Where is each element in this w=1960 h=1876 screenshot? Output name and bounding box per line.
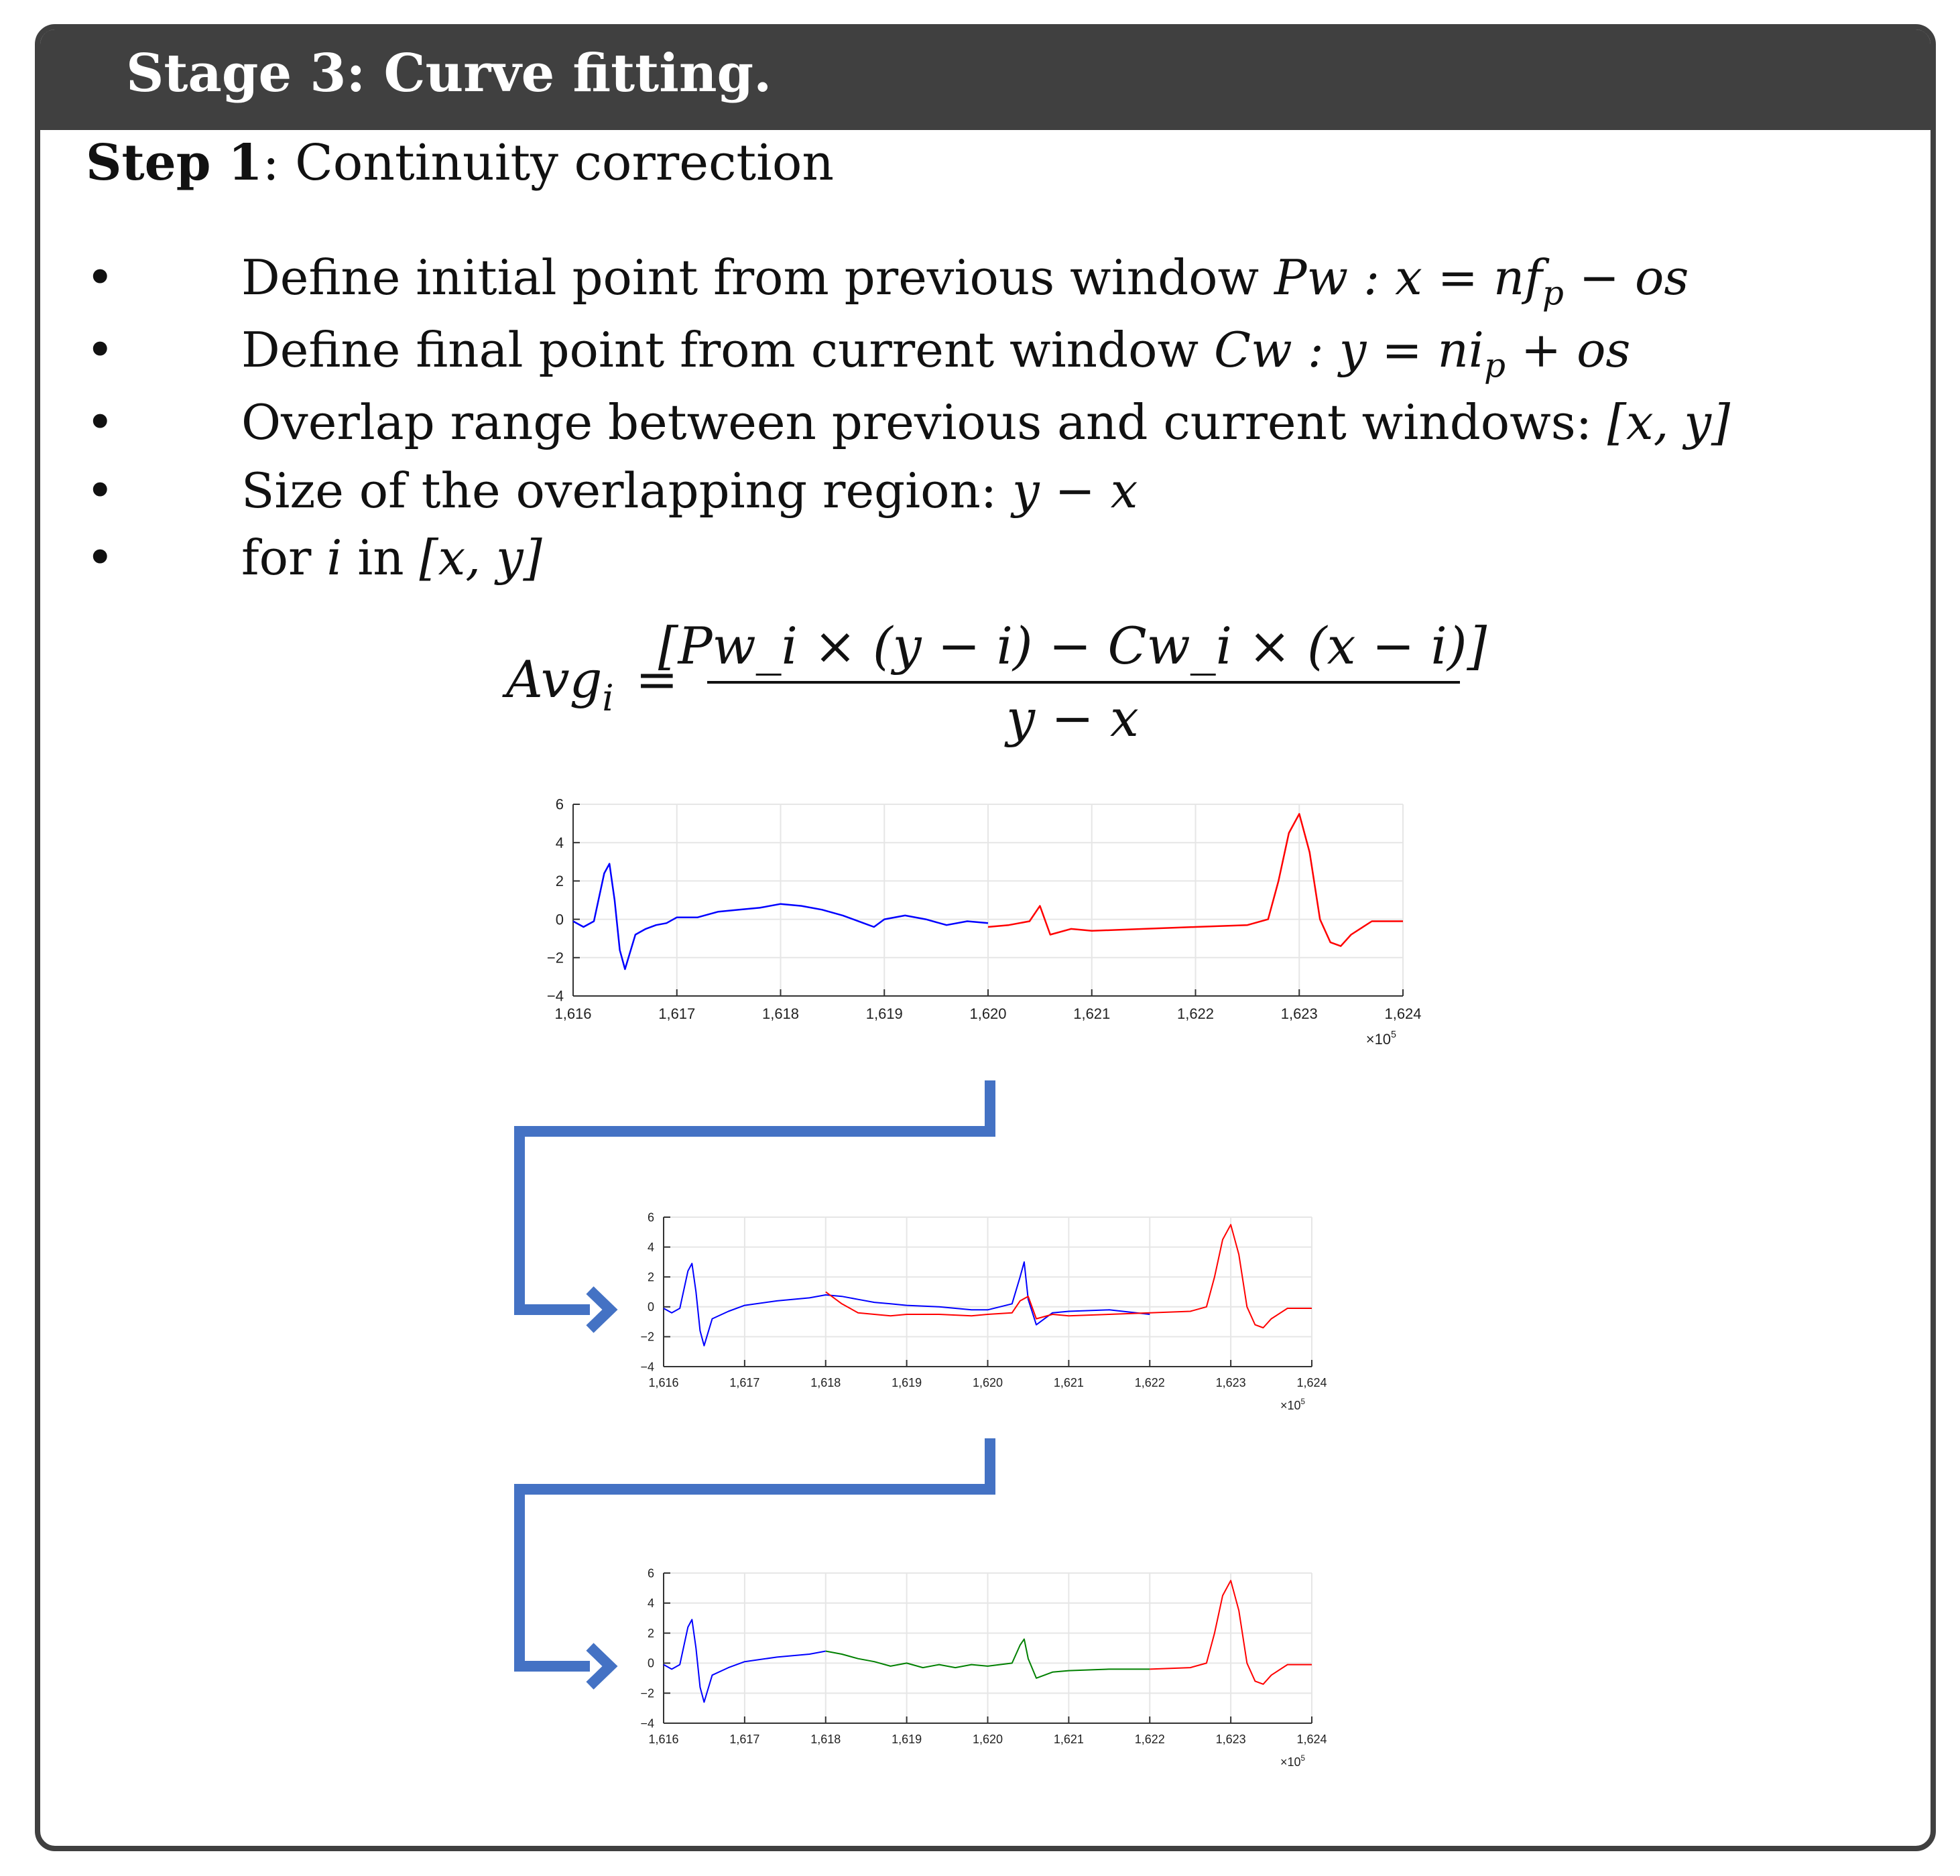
y-tick-label: 0: [647, 1300, 654, 1314]
x-tick-label: 1,618: [810, 1733, 841, 1746]
chart-overlap: [640, 1210, 1327, 1412]
x-multiplier-label: $\times 10^5$: [1365, 1029, 1396, 1048]
bullet-text: Size of the overlapping region: y − x: [241, 462, 1138, 519]
bullet-text: Overlap range between previous and current windows: [x, y]: [241, 394, 1731, 450]
y-tick-label: 4: [555, 834, 564, 851]
x-tick-label: 1,618: [761, 1005, 800, 1022]
x-tick-label: 1,623: [1280, 1005, 1318, 1022]
y-tick-label: 2: [647, 1270, 654, 1284]
x-tick-label: 1,617: [658, 1005, 696, 1022]
x-tick-label: 1,621: [1053, 1376, 1084, 1389]
y-tick-label: −2: [640, 1330, 654, 1344]
y-tick-label: 4: [647, 1240, 654, 1254]
bullet-dot: •: [86, 394, 115, 450]
x-tick-label: 1,617: [729, 1376, 760, 1389]
x-tick-label: 1,620: [972, 1733, 1003, 1746]
y-tick-label: 2: [647, 1626, 654, 1640]
step-description: : Continuity correction: [262, 134, 835, 192]
bullet-dot: •: [86, 462, 115, 519]
x-tick-label: 1,621: [1053, 1733, 1084, 1746]
bullet-text: Define final point from current window Cw : $y = ni_p$ + os: [241, 322, 1631, 385]
x-tick-label: 1,622: [1134, 1376, 1165, 1389]
x-multiplier-label: $\times 10^5$: [1280, 1753, 1305, 1769]
x-tick-label: 1,623: [1215, 1376, 1246, 1389]
x-tick-label: 1,616: [554, 1005, 592, 1022]
chart-corrected: [640, 1566, 1327, 1769]
bullet-text: for i in [x, y]: [241, 529, 542, 586]
x-tick-label: 1,624: [1296, 1376, 1327, 1389]
y-tick-label: 0: [555, 911, 564, 928]
x-tick-label: 1,620: [969, 1005, 1007, 1022]
formula-equals: =: [635, 649, 678, 709]
y-tick-label: −4: [640, 1360, 654, 1374]
bullet-dot: •: [86, 529, 115, 586]
y-tick-label: 6: [647, 1566, 654, 1580]
y-tick-label: 6: [647, 1210, 654, 1225]
y-tick-label: 6: [555, 796, 564, 813]
y-tick-label: 0: [647, 1656, 654, 1670]
y-tick-label: −2: [640, 1686, 654, 1700]
x-tick-label: 1,622: [1134, 1733, 1165, 1746]
panel-title: Stage 3: Curve fitting.: [126, 43, 772, 104]
x-tick-label: 1,619: [892, 1733, 922, 1746]
y-tick-label: −4: [546, 987, 564, 1005]
x-tick-label: 1,616: [648, 1733, 679, 1746]
bullet-text: Define initial point from previous window Pw : $x = nf_p$ − os: [241, 249, 1689, 313]
x-tick-label: 1,618: [810, 1376, 841, 1389]
y-tick-label: −2: [546, 949, 564, 966]
x-tick-label: 1,619: [865, 1005, 903, 1022]
formula-denominator: y − x: [1006, 688, 1139, 748]
x-tick-label: 1,616: [648, 1376, 679, 1389]
formula-numerator: [Pw_i × (y − i) − Cw_i × (x − i)]: [658, 616, 1487, 676]
x-tick-label: 1,621: [1073, 1005, 1111, 1022]
bullet-dot: •: [86, 322, 115, 378]
formula-lhs: Avg$_i$: [506, 649, 614, 719]
y-tick-label: −4: [640, 1716, 654, 1731]
x-multiplier-label: $\times 10^5$: [1280, 1397, 1305, 1412]
bullet-dot: •: [86, 249, 115, 306]
step-label: Step 1: [86, 134, 263, 192]
y-tick-label: 2: [555, 873, 564, 890]
x-tick-label: 1,617: [729, 1733, 760, 1746]
x-tick-label: 1,624: [1384, 1005, 1422, 1022]
x-tick-label: 1,619: [892, 1376, 922, 1389]
x-tick-label: 1,622: [1176, 1005, 1215, 1022]
chart-previous-and-current: [547, 796, 1422, 1048]
x-tick-label: 1,620: [972, 1376, 1003, 1389]
y-tick-label: 4: [647, 1597, 654, 1611]
x-tick-label: 1,623: [1215, 1733, 1246, 1746]
x-tick-label: 1,624: [1296, 1733, 1327, 1746]
